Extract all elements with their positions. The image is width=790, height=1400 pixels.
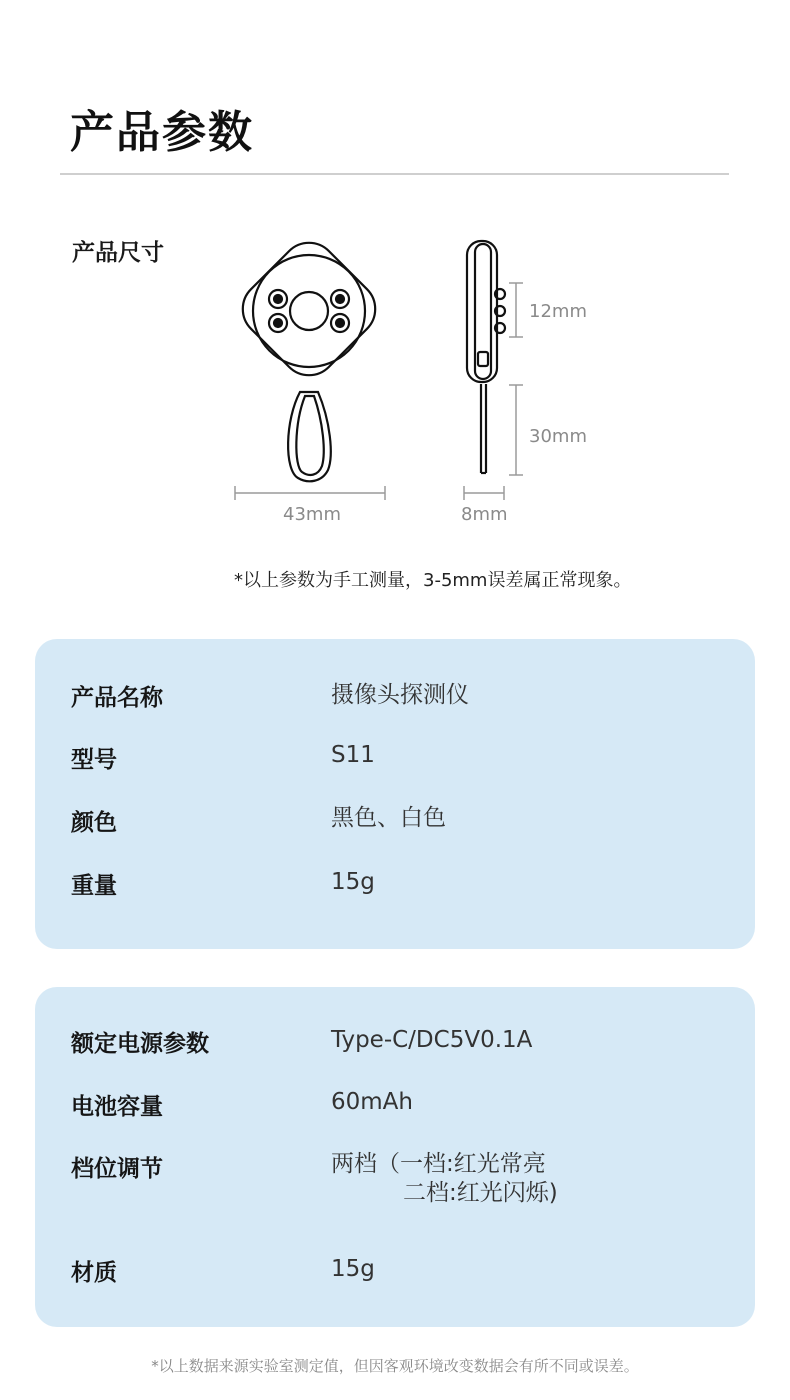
spec-key-battery: 电池容量 xyxy=(71,1094,163,1120)
spec-key-gear: 档位调节 xyxy=(71,1156,163,1182)
spec-value-color: 黑色、白色 xyxy=(331,805,446,831)
spec-value-gear xyxy=(331,1150,558,1208)
product-dimension-diagram xyxy=(0,0,790,560)
spec-key-material: 材质 xyxy=(71,1260,117,1286)
spec-value-material: 15g xyxy=(331,1256,375,1282)
spec-panel-basic xyxy=(35,639,755,949)
spec-panel-power xyxy=(35,987,755,1327)
spec-value-gear-line1: 两档（一档:红光常亮 xyxy=(331,1151,546,1177)
spec-value-battery: 60mAh xyxy=(331,1089,413,1115)
width-dimension: 43mm xyxy=(283,504,341,525)
thickness-dimension: 8mm xyxy=(461,504,508,525)
spec-key-color: 颜色 xyxy=(71,810,117,836)
spec-value-product-name: 摄像头探测仪 xyxy=(331,682,469,708)
spec-key-rated-power: 额定电源参数 xyxy=(71,1031,209,1057)
spec-key-model: 型号 xyxy=(71,747,117,773)
dimension-lines xyxy=(235,283,523,500)
spec-key-product-name: 产品名称 xyxy=(71,685,163,711)
measurement-note: *以上参数为手工测量，3-5mm误差属正常现象。 xyxy=(234,570,632,591)
body-height-dimension: 12mm xyxy=(529,301,587,322)
spec-value-weight: 15g xyxy=(331,869,375,895)
spec-value-model: S11 xyxy=(331,742,375,768)
spec-key-weight: 重量 xyxy=(71,873,117,899)
strap-length-dimension: 30mm xyxy=(529,426,587,447)
spec-value-rated-power: Type-C/DC5V0.1A xyxy=(331,1027,533,1053)
spec-value-gear-line2: 二档:红光闪烁) xyxy=(403,1180,558,1206)
device-front-view xyxy=(231,231,387,481)
page-title: 产品参数 xyxy=(70,107,254,158)
footer-note: *以上数据来源实验室测定值，但因客观环境改变数据会有所不同或误差。 xyxy=(151,1357,639,1375)
product-size-label: 产品尺寸 xyxy=(72,240,164,266)
device-side-view xyxy=(467,241,505,473)
